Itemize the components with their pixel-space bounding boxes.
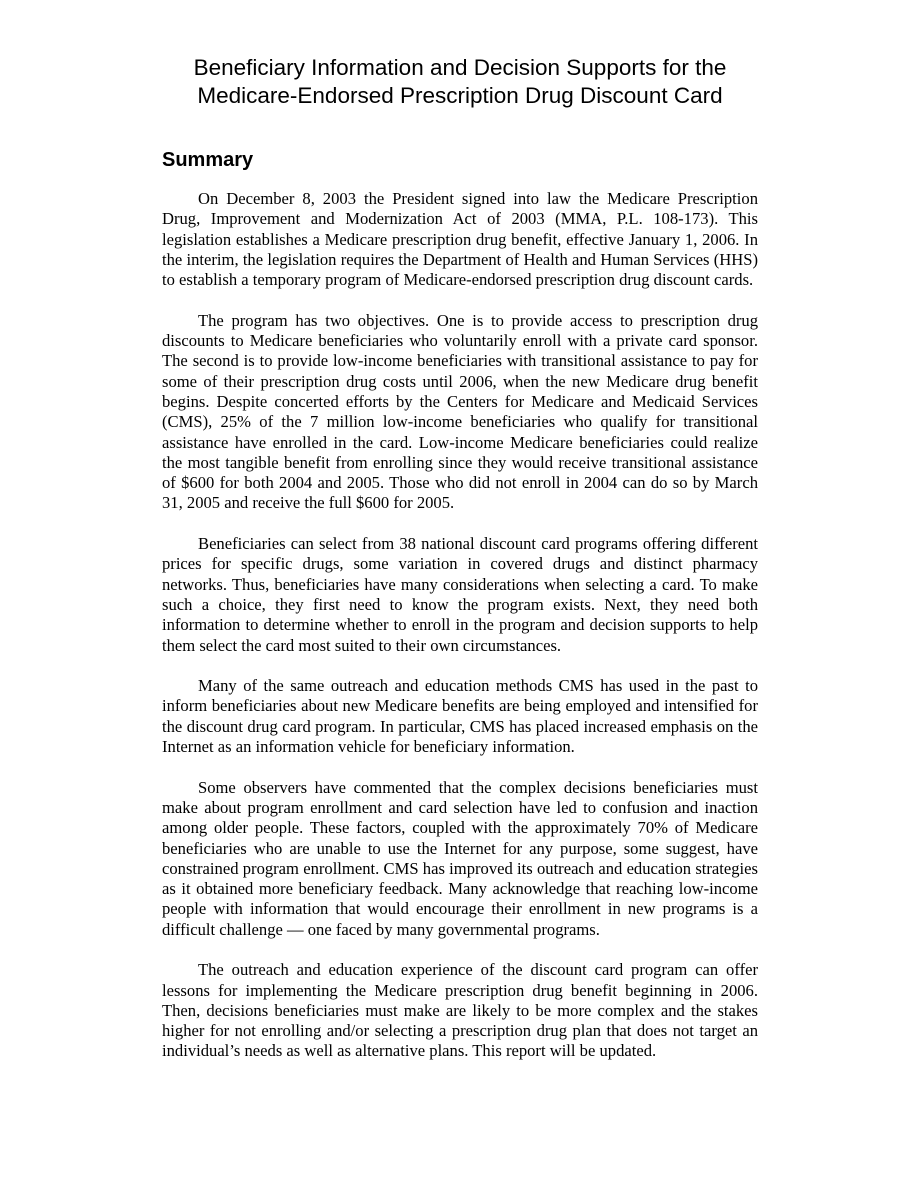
paragraph-5: Some observers have commented that the complex decisions beneficiaries must make about program enrollment and card selection have led to confusion and inaction among older people. These factors, coupled with the approximately 70% of Medicare beneficiaries who are unable to use the Internet for any purpose, some suggest, have constrained program enrollment. CMS has improved its outreach and education strategies as it obtained more beneficiary feedback. Many acknowledge that reaching low-income people with information that would encourage their enrollment in new programs is a difficult challenge — one faced by many governmental programs. [162,777,758,939]
paragraph-4: Many of the same outreach and education methods CMS has used in the past to inform beneficiaries about new Medicare benefits are being employed and intensified for the discount drug card program. In particular, CMS has placed increased emphasis on the Internet as an information vehicle for beneficiary information. [162,676,758,757]
document-page [162,54,758,1062]
summary-body [162,189,758,1062]
paragraph-6: The outreach and education experience of the discount card program can offer lessons for implementing the Medicare prescription drug benefit beginning in 2006. Then, decisions beneficiaries must make are likely to be more complex and the stakes higher for not enrolling and/or selecting a prescription drug plan that does not target an individual’s needs as well as alternative plans. This report will be updated. [162,960,758,1061]
paragraph-1: On December 8, 2003 the President signed into law the Medicare Prescription Drug, Improvement and Modernization Act of 2003 (MMA, P.L. 108-173). This legislation establishes a Medicare prescription drug benefit, effective January 1, 2006. In the interim, the legislation requires the Department of Health and Human Services (HHS) to establish a temporary program of Medicare-endorsed prescription drug discount cards. [162,189,758,290]
paragraph-3: Beneficiaries can select from 38 national discount card programs offering different prices for specific drugs, some variation in covered drugs and distinct pharmacy networks. Thus, beneficiaries have many considerations when selecting a card. To make such a choice, they first need to know the program exists. Next, they need both information to determine whether to enroll in the program and decision supports to help them select the card most suited to their own circumstances. [162,534,758,655]
section-heading-summary: Summary [162,149,254,171]
document-title-line-2: Medicare-Endorsed Prescription Drug Discount Card [197,83,723,108]
document-title-line-1: Beneficiary Information and Decision Supports for the [193,55,727,80]
document-title [162,54,758,110]
paragraph-2: The program has two objectives. One is to provide access to prescription drug discounts to Medicare beneficiaries who voluntarily enroll with a private card sponsor. The second is to provide low-income beneficiaries with transitional assistance to pay for some of their prescription drug costs until 2006, when the new Medicare drug benefit begins. Despite concerted efforts by the Centers for Medicare and Medicaid Services (CMS), 25% of the 7 million low-income beneficiaries who qualify for transitional assistance have enrolled in the card. Low-income Medicare beneficiaries could realize the most tangible benefit from enrolling since they would receive transitional assistance of $600 for both 2004 and 2005. Those who did not enroll in 2004 can do so by March 31, 2005 and receive the full $600 for 2005. [162,310,758,513]
